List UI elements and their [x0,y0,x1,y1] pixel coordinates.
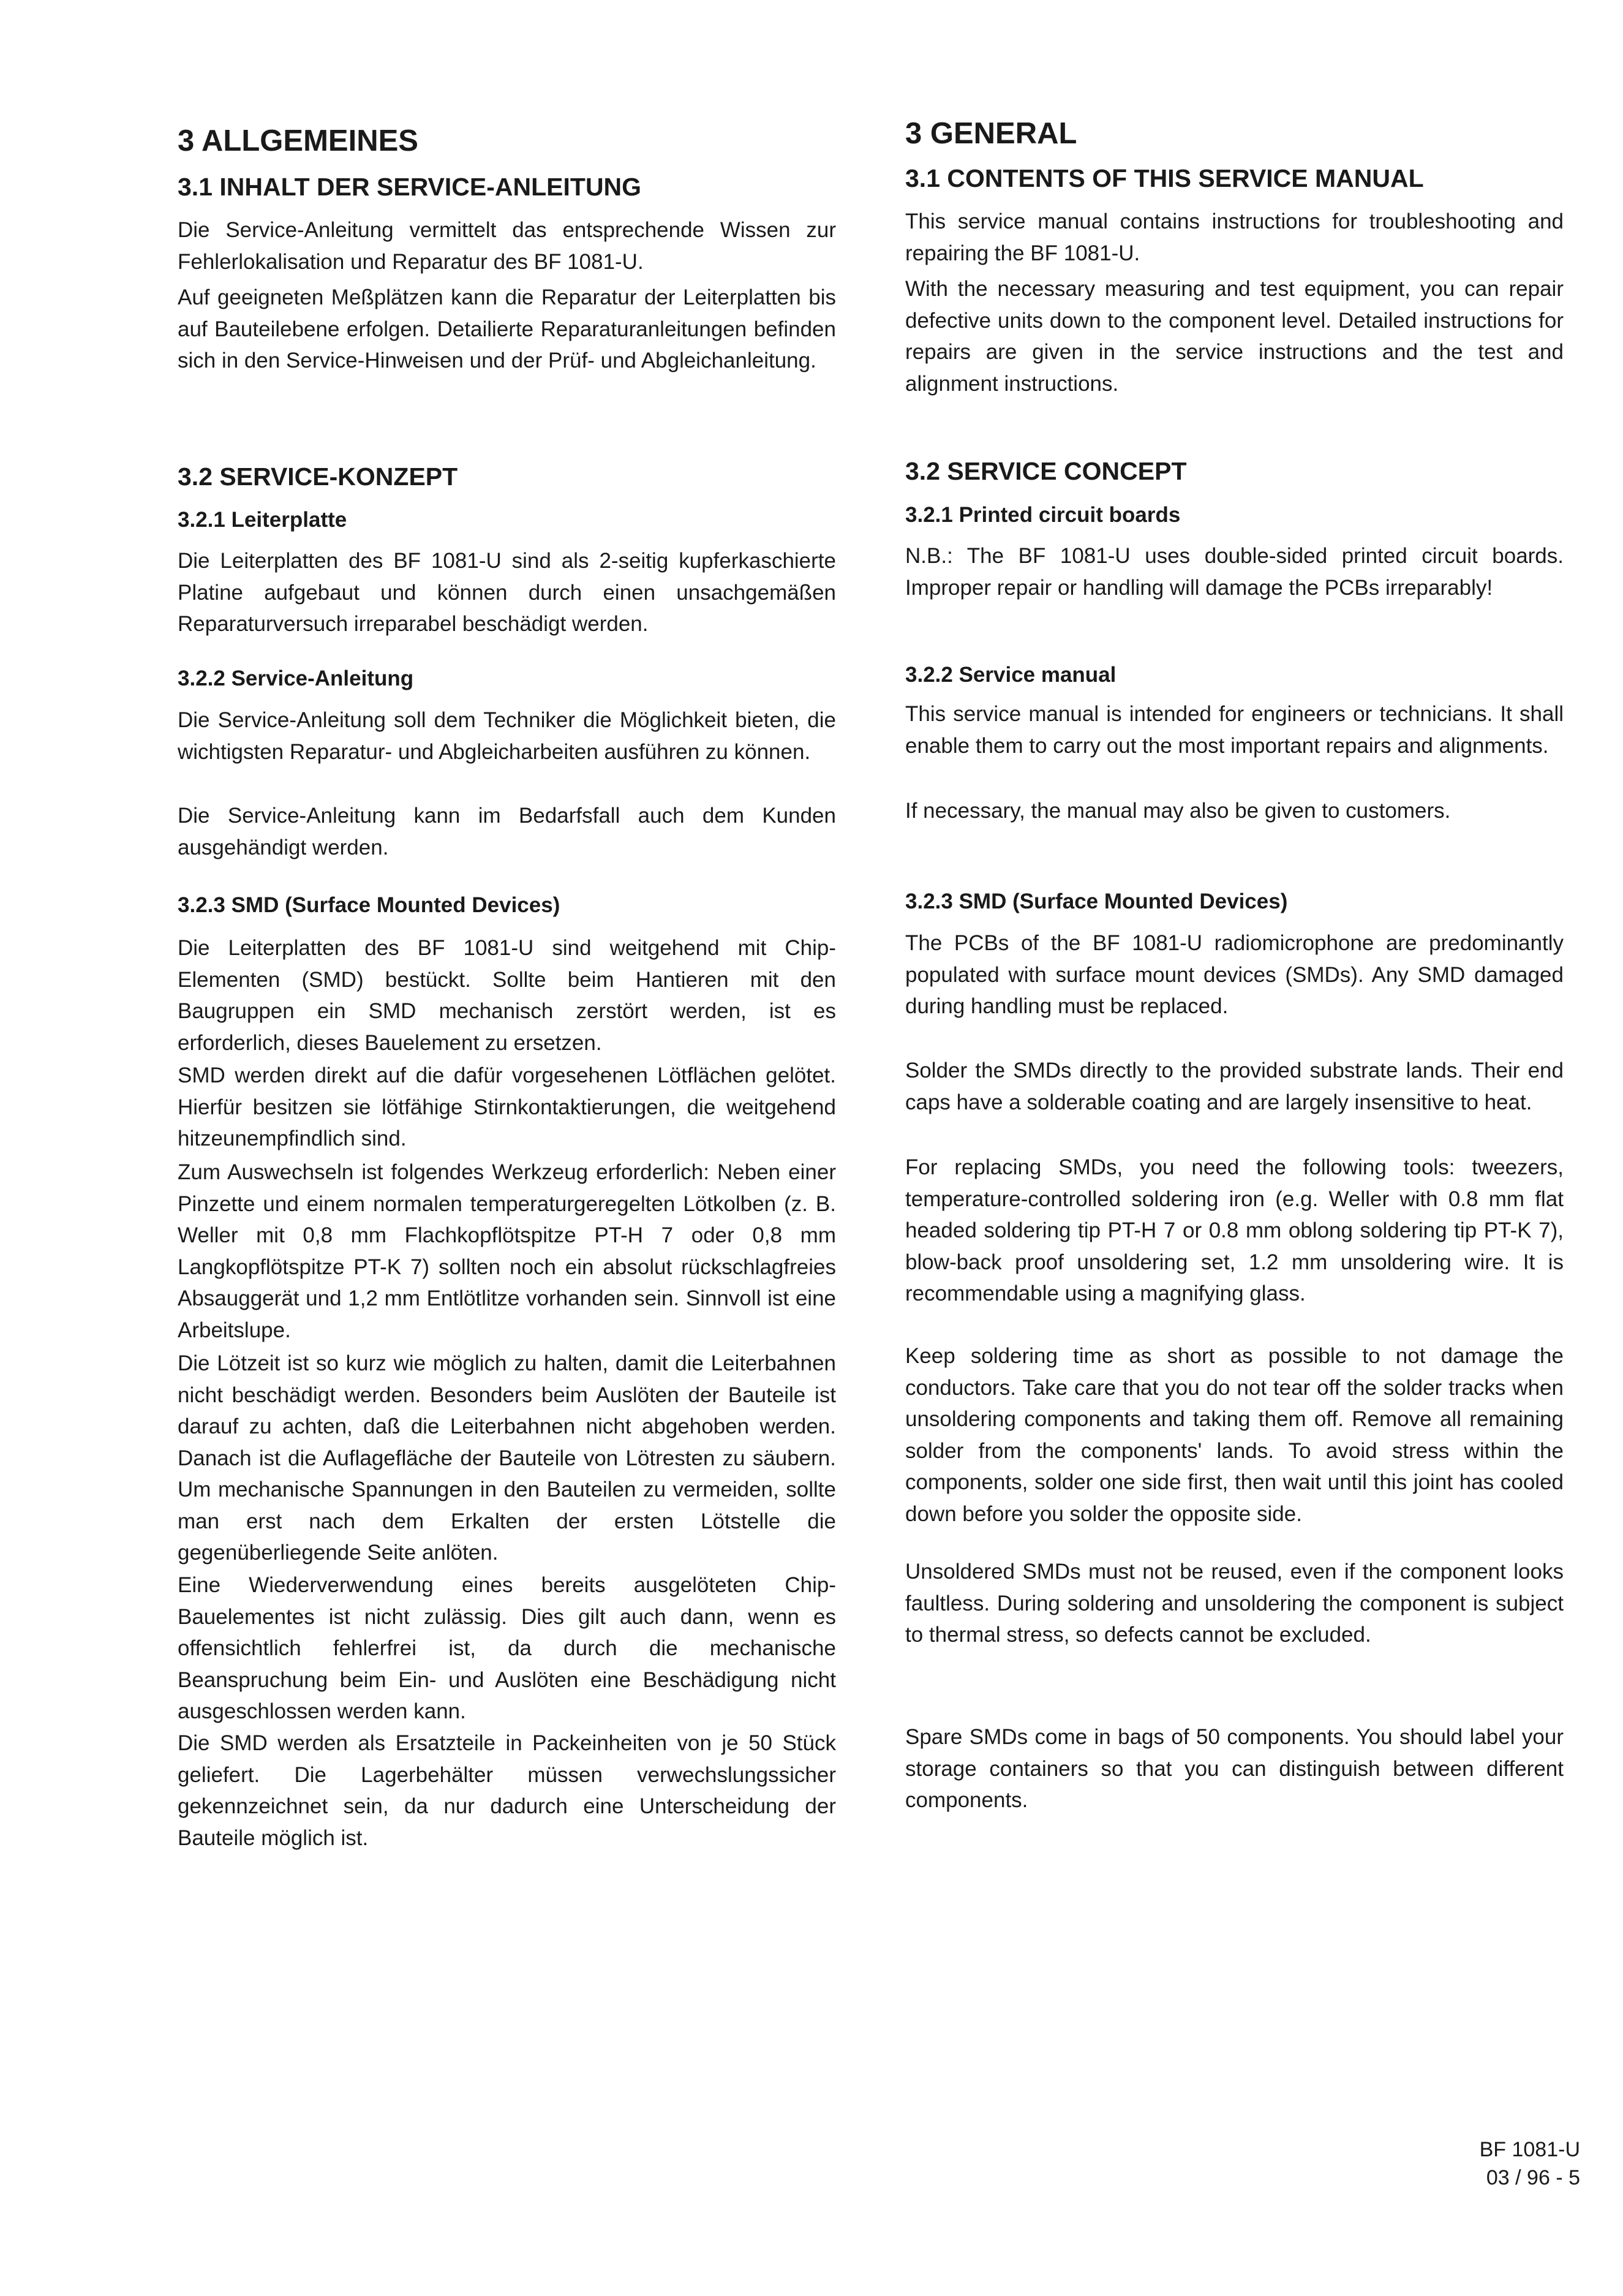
page-footer [1464,2136,1580,2192]
paragraph: Zum Auswechseln ist folgendes Werkzeug erforderlich: Neben einer Pinzette und einem normalen temperaturgeregelten Lötkolben (z. B. Weller mit 0,8 mm Flachkopflötspitze PT-H 7 oder 0,8 mm Langkopflötspitze PT-K 7) sollten noch ein absolut rückschlagfreies Absauggerät und 1,2 mm Entlötlitze vorhanden sein. Sinnvoll ist eine Arbeitslupe. [178,1160,836,1342]
paragraph-de-3-1-b [178,282,836,377]
paragraph: This service manual contains instructions for troubleshooting and repairing the BF 1081-U. [905,210,1564,265]
chapter-title: 3 ALLGEMEINES [178,124,418,157]
chapter-title-de [178,123,836,159]
subsection-heading: 3.2.2 Service-Anleitung [178,667,414,690]
section-3-1-en [905,162,1564,195]
paragraph-de-3-2-3-e [178,1569,836,1728]
footer-model: BF 1081-U [1479,2138,1580,2161]
paragraph-en-3-2-2-b [905,795,1564,827]
paragraph: For replacing SMDs, you need the following tools: tweezers, temperature-controlled soldering iron (e.g. Weller with 0.8 mm flat headed soldering tip PT-H 7 or 0.8 mm oblong soldering tip PT-K 7), blow-back proof unsoldering set, 1.2 mm unsoldering wire. It is recommendable using a magnifying glass. [905,1155,1564,1305]
paragraph-en-3-2-3-e [905,1556,1564,1651]
subsection-3-2-3-en [905,887,1564,916]
subsection-heading: 3.2.3 SMD (Surface Mounted Devices) [905,889,1288,913]
paragraph-de-3-1-a [178,214,836,278]
subsection-3-2-1-de [178,505,836,535]
section-heading: 3.1 CONTENTS OF THIS SERVICE MANUAL [905,164,1424,192]
section-heading: 3.2 SERVICE-KONZEPT [178,463,458,491]
section-heading: 3.1 INHALT DER SERVICE-ANLEITUNG [178,173,642,201]
paragraph: This service manual is intended for engineers or technicians. It shall enable them to carry out the most important repairs and alignments. [905,702,1564,758]
paragraph-de-3-2-2-a [178,704,836,768]
paragraph-en-3-1-b [905,273,1564,399]
paragraph-de-3-2-1 [178,545,836,640]
subsection-heading: 3.2.1 Printed circuit boards [905,503,1181,527]
subsection-heading: 3.2.2 Service manual [905,663,1117,687]
section-3-2-en [905,455,1564,488]
paragraph: Die Leiterplatten des BF 1081-U sind als 2-seitig kupferkaschierte Platine aufgebaut und können durch einen unsachgemäßen Reparaturversuch irreparabel beschädigt werden. [178,549,836,636]
paragraph: Unsoldered SMDs must not be reused, even if the component looks faultless. During soldering and unsoldering the component is subject to thermal stress, so defects cannot be excluded. [905,1560,1564,1647]
paragraph-de-3-2-3-a [178,932,836,1059]
paragraph-de-3-2-3-b [178,1060,836,1155]
paragraph: N.B.: The BF 1081-U uses double-sided printed circuit boards. Improper repair or handling will damage the PCBs irreparably! [905,544,1564,600]
paragraph: The PCBs of the BF 1081-U radiomicrophone are predominantly populated with surface mount devices (SMDs). Any SMD damaged during handling must be replaced. [905,931,1564,1018]
subsection-3-2-2-de [178,664,836,693]
paragraph-en-3-2-3-b [905,1055,1564,1118]
paragraph: Eine Wiederverwendung eines bereits ausgelöteten Chip-Bauelementes ist nicht zulässig. Dies gilt auch dann, wenn es offensichtlich fehlerfrei ist, da durch die mechanische Beanspruchung beim Ein- und Auslöten eine Beschädigung nicht ausgeschlossen werden kann. [178,1573,836,1723]
paragraph: Die Lötzeit ist so kurz wie möglich zu halten, damit die Leiterbahnen nicht beschädigt werden. Besonders beim Auslöten der Bauteile ist darauf zu achten, daß die Leiterbahnen nicht abgehoben werden. Danach ist die Auflagefläche der Bauteile von Lötresten zu säubern. Um mechanische Spannungen in den Bauteilen zu vermeiden, sollte man erst nach dem Erkalten der ersten Lötstelle die gegenüberliegende Seite anlöten. [178,1351,836,1565]
subsection-3-2-3-de [178,891,836,920]
paragraph: Keep soldering time as short as possible to not damage the conductors. Take care that you do not tear off the solder tracks when unsoldering components and taking them off. Remove all remaining solder from the components' lands. To avoid stress within the components, solder one side first, then wait until this joint has cooled down before you solder the opposite side. [905,1344,1564,1526]
paragraph-en-3-2-3-d [905,1340,1564,1530]
paragraph: If necessary, the manual may also be given to customers. [905,799,1451,823]
paragraph: SMD werden direkt auf die dafür vorgesehenen Lötflächen gelötet. Hierfür besitzen sie lötfähige Stirnkontaktierungen, die weitgehend hitzeunempfindlich sind. [178,1063,836,1150]
paragraph: Die Leiterplatten des BF 1081-U sind weitgehend mit Chip-Elementen (SMD) bestückt. Sollte beim Hantieren mit den Baugruppen ein SMD mechanisch zerstört werden, ist es erforderlich, dieses Bauelement zu ersetzen. [178,936,836,1055]
paragraph: With the necessary measuring and test equipment, you can repair defective units down to the component level. Detailed instructions for repairs are given in the service instructions and the test and alignment instructions. [905,277,1564,396]
chapter-title-en [905,115,1564,152]
paragraph-en-3-2-1 [905,540,1564,603]
subsection-3-2-1-en [905,500,1564,530]
section-3-1-de [178,170,836,203]
paragraph: Die Service-Anleitung kann im Bedarfsfall auch dem Kunden ausgehändigt werden. [178,804,836,859]
paragraph-en-3-2-3-c [905,1152,1564,1310]
paragraph-de-3-2-3-f [178,1728,836,1854]
paragraph: Die Service-Anleitung vermittelt das entsprechende Wissen zur Fehlerlokalisation und Reparatur des BF 1081-U. [178,218,836,274]
subsection-3-2-2-en [905,660,1564,690]
subsection-heading: 3.2.3 SMD (Surface Mounted Devices) [178,893,560,917]
subsection-heading: 3.2.1 Leiterplatte [178,508,347,532]
paragraph: Solder the SMDs directly to the provided substrate lands. Their end caps have a solderable coating and are largely insensitive to heat. [905,1059,1564,1114]
paragraph-en-3-2-2-a [905,698,1564,761]
paragraph: Auf geeigneten Meßplätzen kann die Reparatur der Leiterplatten bis auf Bauteilebene erfolgen. Detailierte Reparaturanleitungen befinden sich in den Service-Hinweisen und der Prüf- und Abgleichanleitung. [178,285,836,372]
paragraph-en-3-1-a [905,206,1564,269]
section-3-2-de [178,460,836,493]
paragraph-de-3-2-2-b [178,800,836,863]
paragraph: Die Service-Anleitung soll dem Techniker die Möglichkeit bieten, die wichtigsten Reparatur- und Abgleicharbeiten ausführen zu können. [178,708,836,764]
section-heading: 3.2 SERVICE CONCEPT [905,457,1187,485]
paragraph-en-3-2-3-f [905,1721,1564,1816]
paragraph: Spare SMDs come in bags of 50 components. You should label your storage containers so that you can distinguish between different components. [905,1725,1564,1812]
paragraph-en-3-2-3-a [905,927,1564,1022]
paragraph-de-3-2-3-c [178,1157,836,1346]
paragraph-de-3-2-3-d [178,1348,836,1569]
footer-date-page: 03 / 96 - 5 [1486,2166,1580,2189]
paragraph: Die SMD werden als Ersatzteile in Packeinheiten von je 50 Stück geliefert. Die Lagerbehälter müssen verwechslungssicher gekennzeichnet sein, da nur dadurch eine Unterscheidung der Bauteile möglich ist. [178,1731,836,1850]
chapter-title: 3 GENERAL [905,117,1077,150]
